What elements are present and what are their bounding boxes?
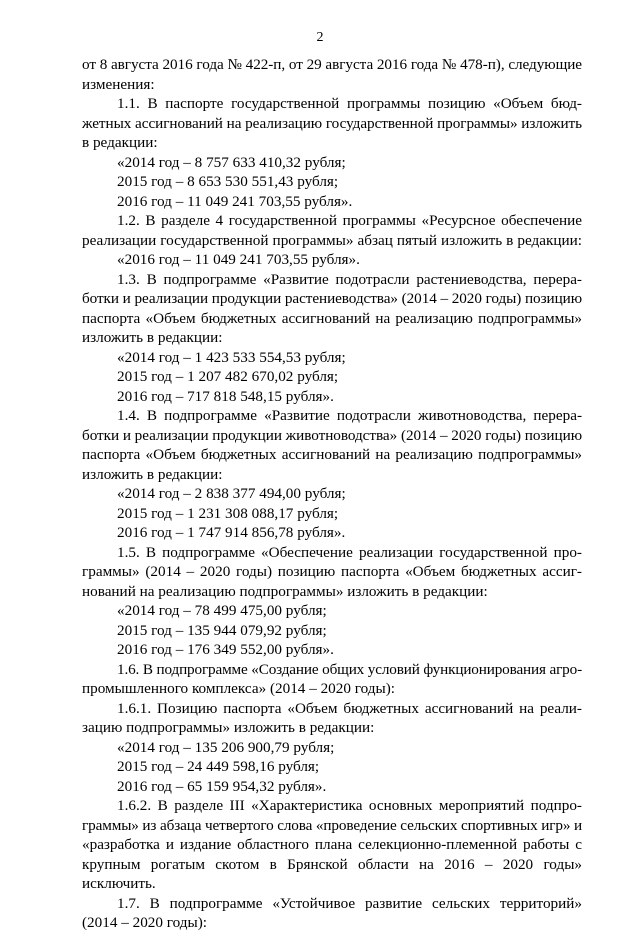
text-line: 2015 год – 1 207 482 670,02 рубля; xyxy=(117,368,339,385)
text-line: в редакции: xyxy=(82,134,158,151)
text-line: исключить. xyxy=(82,875,156,892)
document-body xyxy=(82,55,582,933)
text-line: ботки и реализации продукции животноводства» (2014 – 2020 годы) позицию xyxy=(82,426,582,444)
text-line: нований на реализацию подпрограммы» изложить в редакции: xyxy=(82,582,488,600)
text-line: 1.6.1. Позицию паспорта «Объем бюджетных ассигнований на реали- xyxy=(117,699,582,717)
text-line: крупным рогатым скотом в Брянской области на 2016 – 2020 годы» xyxy=(82,855,582,873)
text-line: 2016 год – 11 049 241 703,55 рубля». xyxy=(117,192,353,210)
text-line: 2015 год – 135 944 079,92 рубля; xyxy=(117,621,327,639)
text-line: 1.6. В подпрограмме «Создание общих условий функционирования агро- xyxy=(117,660,582,678)
text-line: 1.7. В подпрограмме «Устойчивое развитие сельских территорий» xyxy=(117,894,582,912)
text-line: 2015 год – 8 653 530 551,43 рубля; xyxy=(117,173,339,190)
text-line: 1.1. В паспорте государственной программы позицию «Объем бюд- xyxy=(117,95,582,112)
text-line: изменения: xyxy=(82,75,155,93)
text-line: «2014 год – 2 838 377 494,00 рубля; xyxy=(117,485,346,502)
text-line: 2016 год – 1 747 914 856,78 рубля». xyxy=(117,524,346,541)
text-line: граммы» (2014 – 2020 годы) позицию паспорта «Объем бюджетных ассиг- xyxy=(82,563,582,580)
text-line: «разработка и издание областного плана селекционно-племенной работы с xyxy=(82,836,582,853)
text-line: «2016 год – 11 049 241 703,55 рубля». xyxy=(117,251,360,268)
text-line: промышленного комплекса» (2014 – 2020 годы): xyxy=(82,680,395,697)
text-line: паспорта «Объем бюджетных ассигнований на реализацию подпрограммы» xyxy=(82,446,582,463)
text-line: «2014 год – 1 423 533 554,53 рубля; xyxy=(117,348,346,366)
text-line: «2014 год – 78 499 475,00 рубля; xyxy=(117,602,327,619)
page-number: 2 xyxy=(316,30,324,45)
text-line: «2014 год – 135 206 900,79 рубля; xyxy=(117,738,335,756)
text-line: жетных ассигнований на реализацию государственной программы» изложить xyxy=(82,114,582,132)
text-line: 1.6.2. В разделе III «Характеристика основных мероприятий подпро- xyxy=(117,797,582,814)
text-line: (2014 – 2020 годы): xyxy=(82,914,208,931)
text-line: 2015 год – 1 231 308 088,17 рубля; xyxy=(117,504,339,522)
text-line: зацию подпрограммы» изложить в редакции: xyxy=(82,719,375,736)
text-line: «2014 год – 8 757 633 410,32 рубля; xyxy=(117,153,346,171)
text-line: изложить в редакции: xyxy=(82,465,223,483)
text-line: ботки и реализации продукции растениеводства» (2014 – 2020 годы) позицию xyxy=(82,290,582,307)
text-line: паспорта «Объем бюджетных ассигнований на реализацию подпрограммы» xyxy=(82,309,582,327)
text-line: 2015 год – 24 449 598,16 рубля; xyxy=(117,758,320,775)
text-line: реализации государственной программы» абзац пятый изложить в редакции: xyxy=(82,231,582,249)
text-line: 2016 год – 176 349 552,00 рубля». xyxy=(117,641,334,658)
text-line: 2016 год – 717 818 548,15 рубля». xyxy=(117,387,334,405)
text-line: 1.4. В подпрограмме «Развитие подотрасли животноводства, перера- xyxy=(117,407,582,424)
text-line: 1.2. В разделе 4 государственной программы «Ресурсное обеспечение xyxy=(117,212,582,229)
text-line: 1.3. В подпрограмме «Развитие подотрасли растениеводства, перера- xyxy=(117,270,582,288)
text-line: 1.5. В подпрограмме «Обеспечение реализации государственной про- xyxy=(117,543,582,561)
text-line: от 8 августа 2016 года № 422-п, от 29 августа 2016 года № 478-п), следующие xyxy=(82,56,582,73)
text-line: 2016 год – 65 159 954,32 рубля». xyxy=(117,777,327,795)
text-line: граммы» из абзаца четвертого слова «проведение сельских спортивных игр» и xyxy=(82,816,582,834)
text-line: изложить в редакции: xyxy=(82,329,223,346)
